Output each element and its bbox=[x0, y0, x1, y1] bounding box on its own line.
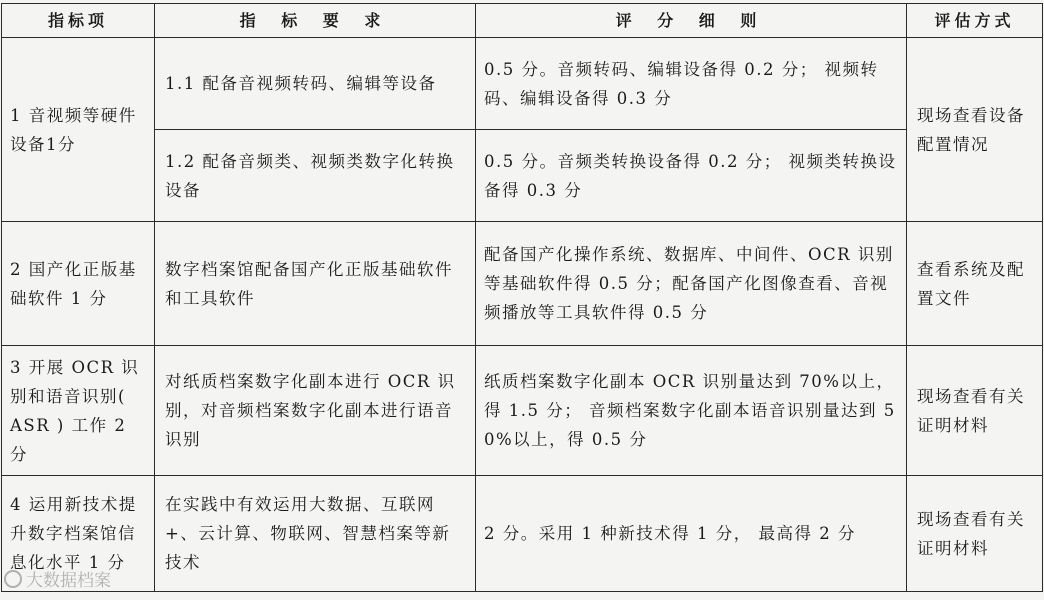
table-row bbox=[2, 38, 1043, 130]
requirement-cell: 在实践中有效运用大数据、互联网+、云计算、物联网、智慧档案等新技术 bbox=[155, 476, 476, 592]
method-cell: 现场查看有关证明材料 bbox=[907, 476, 1043, 592]
item-cell: 4 运用新技术提升数字档案馆信息化水平 1 分 bbox=[2, 476, 155, 592]
header-row bbox=[2, 4, 1043, 38]
requirement-cell: 1.2 配备音频类、视频类数字化转换设备 bbox=[155, 130, 476, 222]
rule-cell: 配备国产化操作系统、数据库、中间件、OCR 识别等基础软件得 0.5 分；配备国产化图像查看、音视频播放等工具软件得 0.5 分 bbox=[476, 222, 907, 346]
header-requirements: 指 标 要 求 bbox=[155, 4, 476, 38]
table-row bbox=[2, 346, 1043, 476]
rule-cell: 0.5 分。音频类转换设备得 0.2 分； 视频类转换设备得 0.3 分 bbox=[476, 130, 907, 222]
method-cell: 现场查看设备配置情况 bbox=[907, 38, 1043, 222]
item-cell: 2 国产化正版基础软件 1 分 bbox=[2, 222, 155, 346]
method-cell: 现场查看有关证明材料 bbox=[907, 346, 1043, 476]
table-row bbox=[2, 222, 1043, 346]
item-cell: 1 音视频等硬件设备1分 bbox=[2, 38, 155, 222]
watermark-text: 大数据档案 bbox=[26, 571, 111, 591]
table-row bbox=[2, 130, 1043, 222]
requirement-cell: 1.1 配备音视频转码、编辑等设备 bbox=[155, 38, 476, 130]
method-cell: 查看系统及配置文件 bbox=[907, 222, 1043, 346]
item-cell: 3 开展 OCR 识别和语音识别( ASR ) 工作 2 分 bbox=[2, 346, 155, 476]
table-row bbox=[2, 476, 1043, 592]
requirement-cell: 数字档案馆配备国产化正版基础软件和工具软件 bbox=[155, 222, 476, 346]
requirement-cell: 对纸质档案数字化副本进行 OCR 识别，对音频档案数字化副本进行语音识别 bbox=[155, 346, 476, 476]
header-method: 评估方式 bbox=[907, 4, 1043, 38]
evaluation-table bbox=[1, 3, 1043, 592]
rule-cell: 2 分。采用 1 种新技术得 1 分， 最高得 2 分 bbox=[476, 476, 907, 592]
rule-cell: 纸质档案数字化副本 OCR 识别量达到 70%以上，得 1.5 分； 音频档案数字化副本语音识别量达到 50%以上，得 0.5 分 bbox=[476, 346, 907, 476]
rule-cell: 0.5 分。音频转码、编辑设备得 0.2 分； 视频转码、编辑设备得 0.3 分 bbox=[476, 38, 907, 130]
header-item: 指标项 bbox=[2, 4, 155, 38]
header-rules: 评 分 细 则 bbox=[476, 4, 907, 38]
